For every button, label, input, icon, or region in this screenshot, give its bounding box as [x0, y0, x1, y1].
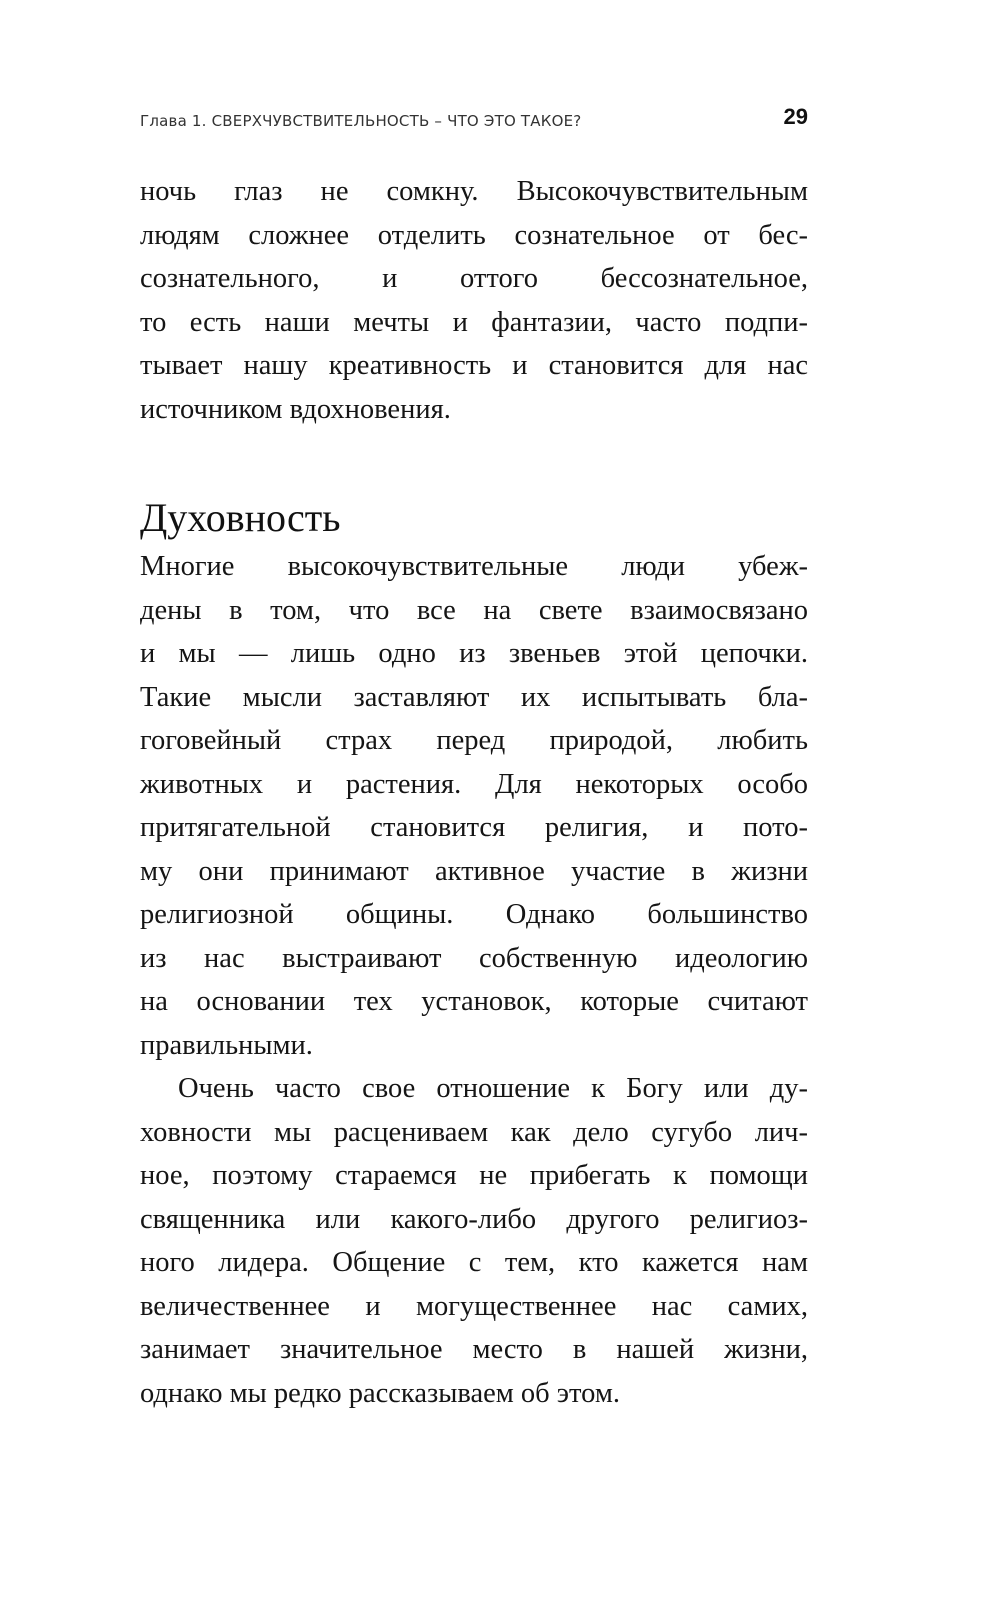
text-line: и мы — лишь одно из звеньев этой цепочки. — [140, 638, 808, 669]
section-heading: Духовность — [140, 495, 341, 540]
text-line: ное, поэтому стараемся не прибегать к помощи — [140, 1160, 808, 1191]
text-line: на основании тех установок, которые считают — [140, 986, 808, 1017]
text-line: священника или какого-либо другого религиоз- — [140, 1203, 808, 1235]
text-line: ховности мы расцениваем как дело сугубо лич- — [140, 1116, 808, 1148]
text-line: Очень часто свое отношение к Богу или ду- — [178, 1073, 808, 1104]
running-header — [140, 104, 808, 134]
text-line: притягательной становится религия, и пото- — [140, 812, 808, 843]
text-line: то есть наши мечты и фантазии, часто подпи- — [140, 306, 808, 338]
text-line: источником вдохновения. — [140, 393, 451, 425]
text-line: величественнее и могущественнее нас самих, — [140, 1290, 808, 1322]
paragraph-spirituality-1 — [140, 545, 808, 1067]
text-line: ночь глаз не сомкну. Высокочувствительным — [140, 176, 808, 207]
paragraph-continued — [140, 170, 808, 431]
page-number: 29 — [783, 104, 808, 129]
running-title: Глава 1. СВЕРХЧУВСТВИТЕЛЬНОСТЬ – ЧТО ЭТО ТАКОЕ? — [140, 112, 582, 130]
text-line: тывает нашу креативность и становится для нас — [140, 350, 808, 381]
text-line: занимает значительное место в нашей жизни, — [140, 1334, 808, 1365]
text-line: религиозной общины. Однако большинство — [140, 899, 808, 930]
text-line: животных и растения. Для некоторых особо — [140, 768, 808, 800]
text-line: Такие мысли заставляют их испытывать бла- — [140, 681, 808, 713]
text-line: однако мы редко рассказываем об этом. — [140, 1377, 620, 1409]
paragraph-spirituality-2 — [140, 1067, 808, 1415]
text-line: людям сложнее отделить сознательное от бес- — [140, 219, 808, 251]
text-line: ного лидера. Общение с тем, кто кажется нам — [140, 1247, 808, 1278]
text-line: сознательного, и оттого бессознательное, — [140, 263, 808, 294]
text-line: из нас выстраивают собственную идеологию — [140, 942, 808, 974]
text-line: дены в том, что все на свете взаимосвязано — [140, 594, 808, 626]
text-line: правильными. — [140, 1029, 313, 1061]
text-line: Многие высокочувствительные люди убеж- — [140, 551, 808, 582]
text-line: гоговейный страх перед природой, любить — [140, 725, 808, 756]
text-line: му они принимают активное участие в жизни — [140, 855, 808, 887]
